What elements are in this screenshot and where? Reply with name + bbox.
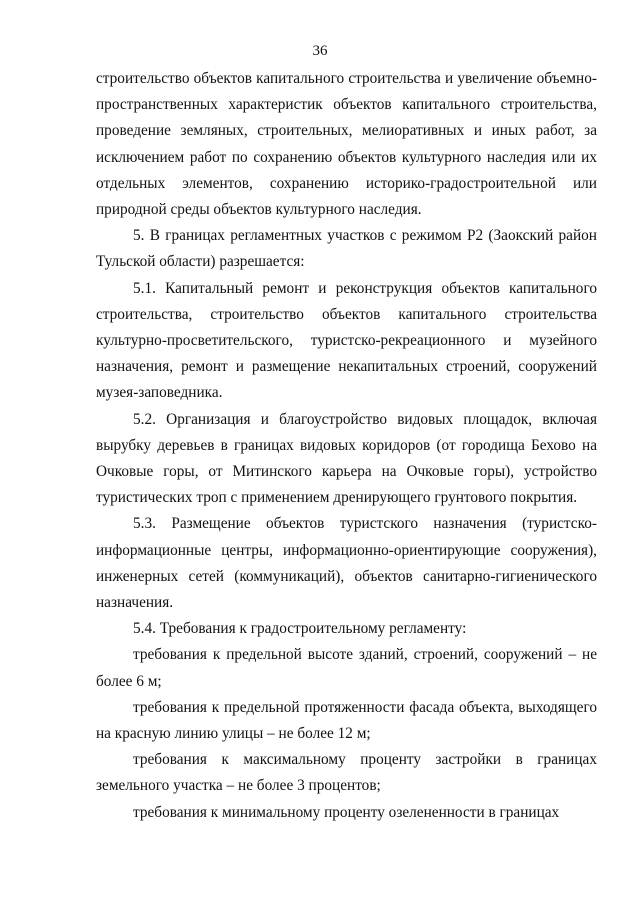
requirement-green-percent: требования к минимальному проценту озелененности в границах bbox=[133, 803, 560, 821]
paragraph-item-5-4: 5.4. Требования к градостроительному регламенту: bbox=[133, 620, 467, 638]
page-number: 36 bbox=[312, 43, 328, 59]
requirement-facade-length: требования к предельной протяженности фасада объекта, выходящего на красную линию улицы – не более 12 м; bbox=[96, 698, 597, 743]
requirement-height: требования к предельной высоте зданий, строений, сооружений – не более 6 м; bbox=[96, 646, 597, 690]
document-body bbox=[96, 66, 597, 826]
paragraph-item-5-3: 5.3. Размещение объектов туристского назначения (туристско-информационные центры, информационно-ориентирующие сооружения), инженерных сетей (коммуникаций), объектов санитарно-гигиенического назначения. bbox=[96, 515, 597, 612]
paragraph-item-5-1: 5.1. Капитальный ремонт и реконструкция объектов капитального строительства, строительство объектов капитального строительства культурно-просветительского, туристско-рекреационного и музейного назначения, ремонт и размещение некапитальных строений, сооружений музея-заповедника. bbox=[96, 279, 597, 402]
paragraph-item-5-2: 5.2. Организация и благоустройство видовых площадок, включая вырубку деревьев в границах видовых коридоров (от городища Бехово на Очковые горы, от Митинского карьера на Очковые горы), устройство туристических троп с применением дренирующего грунтового покрытия. bbox=[96, 410, 597, 507]
paragraph-continuation: строительство объектов капитального строительства и увеличение объемно-пространственных характеристик объектов капитального строительства, проведение земляных, строительных, мелиоративных и иных работ, за исключением работ по сохранению объектов культурного наследия или их отдельных элементов, сохранению историко-градостроительной или природной среды объектов культурного наследия. bbox=[96, 70, 597, 219]
paragraph-item-5: 5. В границах регламентных участков с режимом Р2 (Заокский район Тульской области) разрешается: bbox=[96, 227, 597, 271]
requirement-build-percent: требования к максимальному проценту застройки в границах земельного участка – не более 3 процентов; bbox=[96, 751, 597, 795]
